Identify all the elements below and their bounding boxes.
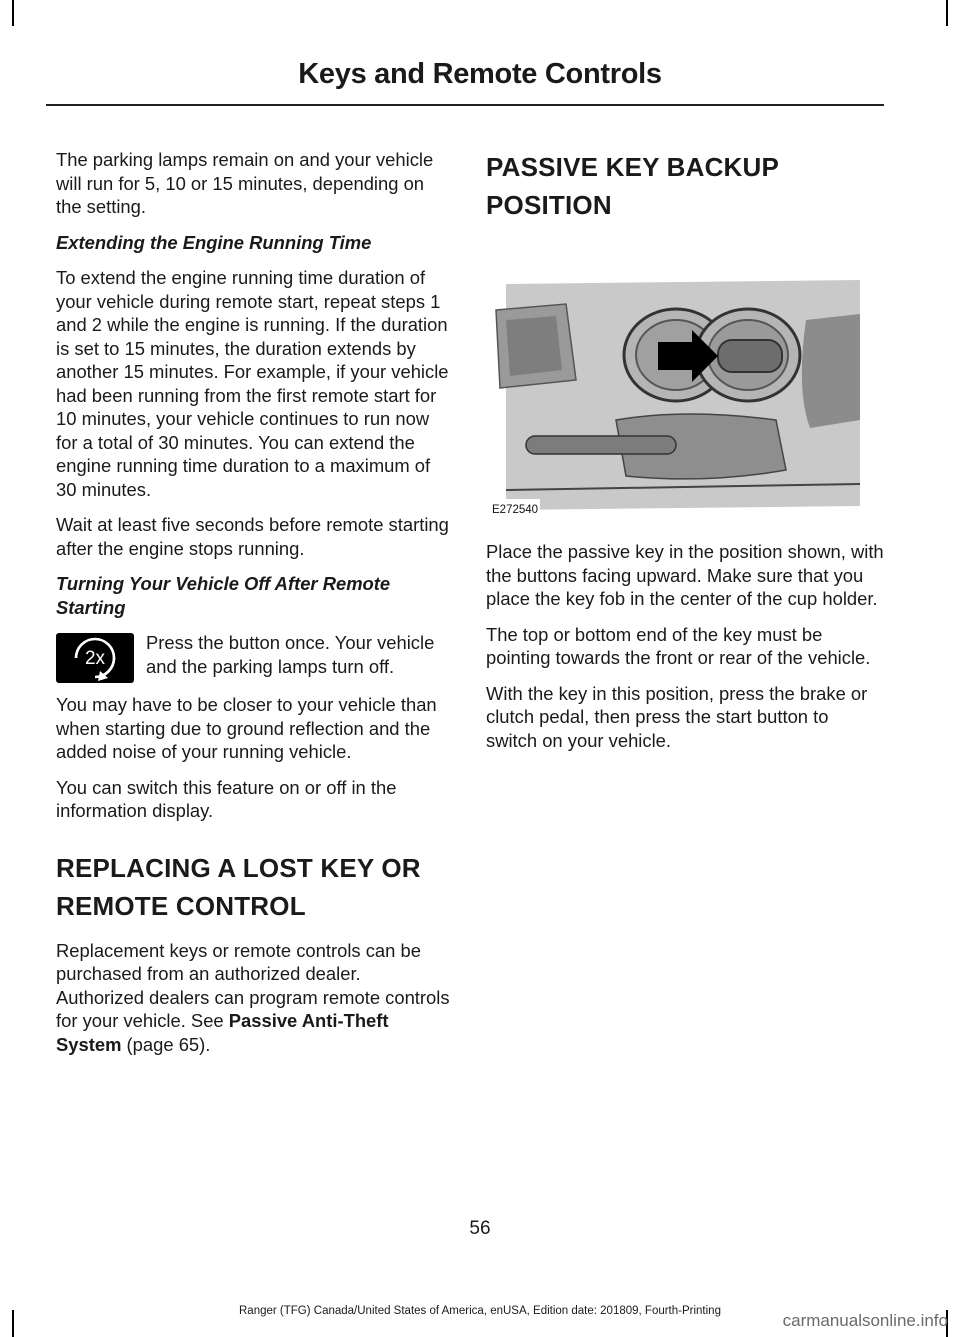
paragraph: Place the passive key in the position shown, with the buttons facing upward. Make sure that you place the key fob in the center of the cup holder.	[486, 541, 884, 609]
heading-line: PASSIVE KEY BACKUP	[486, 152, 780, 182]
remote-start-2x-icon	[56, 633, 134, 683]
page-reference: (page 65).	[121, 1033, 211, 1055]
heading-line: REMOTE CONTROL	[56, 890, 306, 921]
subheading-turning-off: Turning Your Vehicle Off After Remote Starting	[56, 573, 391, 618]
crop-mark-top-right	[946, 0, 948, 26]
subheading-extending: Extending the Engine Running Time	[56, 231, 372, 253]
paragraph: Wait at least five seconds before remote starting after the engine stops running.	[56, 514, 449, 559]
figure-code: E272540	[490, 499, 540, 523]
section-heading-passive-key	[486, 148, 884, 224]
section-heading-replacing	[56, 849, 450, 925]
paragraph: You can switch this feature on or off in the information display.	[56, 776, 397, 821]
page-title: Keys and Remote Controls	[298, 58, 662, 90]
paragraph: With the key in this position, press the brake or clutch pedal, then press the start button to switch on your vehicle.	[486, 682, 868, 751]
paragraph: The top or bottom end of the key must be pointing towards the front or rear of the vehicle.	[486, 623, 871, 668]
paragraph-dealer	[56, 939, 450, 1057]
paragraph: The parking lamps remain on and your vehicle will run for 5, 10 or 15 minutes, depending on the setting.	[56, 149, 434, 217]
paragraph: You may have to be closer to your vehicle than when starting due to ground reflection and the added noise of your running vehicle.	[56, 694, 437, 762]
heading-line: POSITION	[486, 190, 612, 220]
heading-line: REPLACING A LOST KEY OR	[56, 852, 421, 883]
footer-edition: Ranger (TFG) Canada/United States of America, enUSA, Edition date: 201809, Fourth-Printing	[239, 1305, 721, 1317]
right-column	[486, 148, 884, 764]
header-divider	[46, 104, 884, 106]
watermark[interactable]: carmanualsonline.info	[782, 1311, 948, 1330]
icon-instruction	[56, 631, 450, 683]
page-number: 56	[469, 1218, 491, 1239]
left-column	[56, 148, 450, 1068]
paragraph: To extend the engine running time duration of your vehicle during remote start, repeat steps 1 and 2 while the engine is running. If the duration is set to 15 minutes, the duration extends by another 15 minutes. For example, if your vehicle had been running from the first remote start for 10 minutes, your vehicle continues to run now for a total of 30 minutes. You can extend the engine running time duration to a maximum of 30 minutes.	[56, 267, 449, 500]
icon-2x-label: 2x	[84, 648, 106, 669]
crop-mark-top-left	[12, 0, 14, 26]
cross-reference-link[interactable]: Passive Anti-Theft System	[56, 1010, 389, 1055]
text: Replacement keys or remote controls can be purchased from an authorized dealer. Authorized dealers can program remote controls for your vehicle. See	[56, 939, 450, 1031]
cup-holder-illustration	[486, 270, 860, 524]
icon-description: Press the button once. Your vehicle and the parking lamps turn off.	[146, 632, 435, 677]
console-illustration	[486, 270, 860, 524]
